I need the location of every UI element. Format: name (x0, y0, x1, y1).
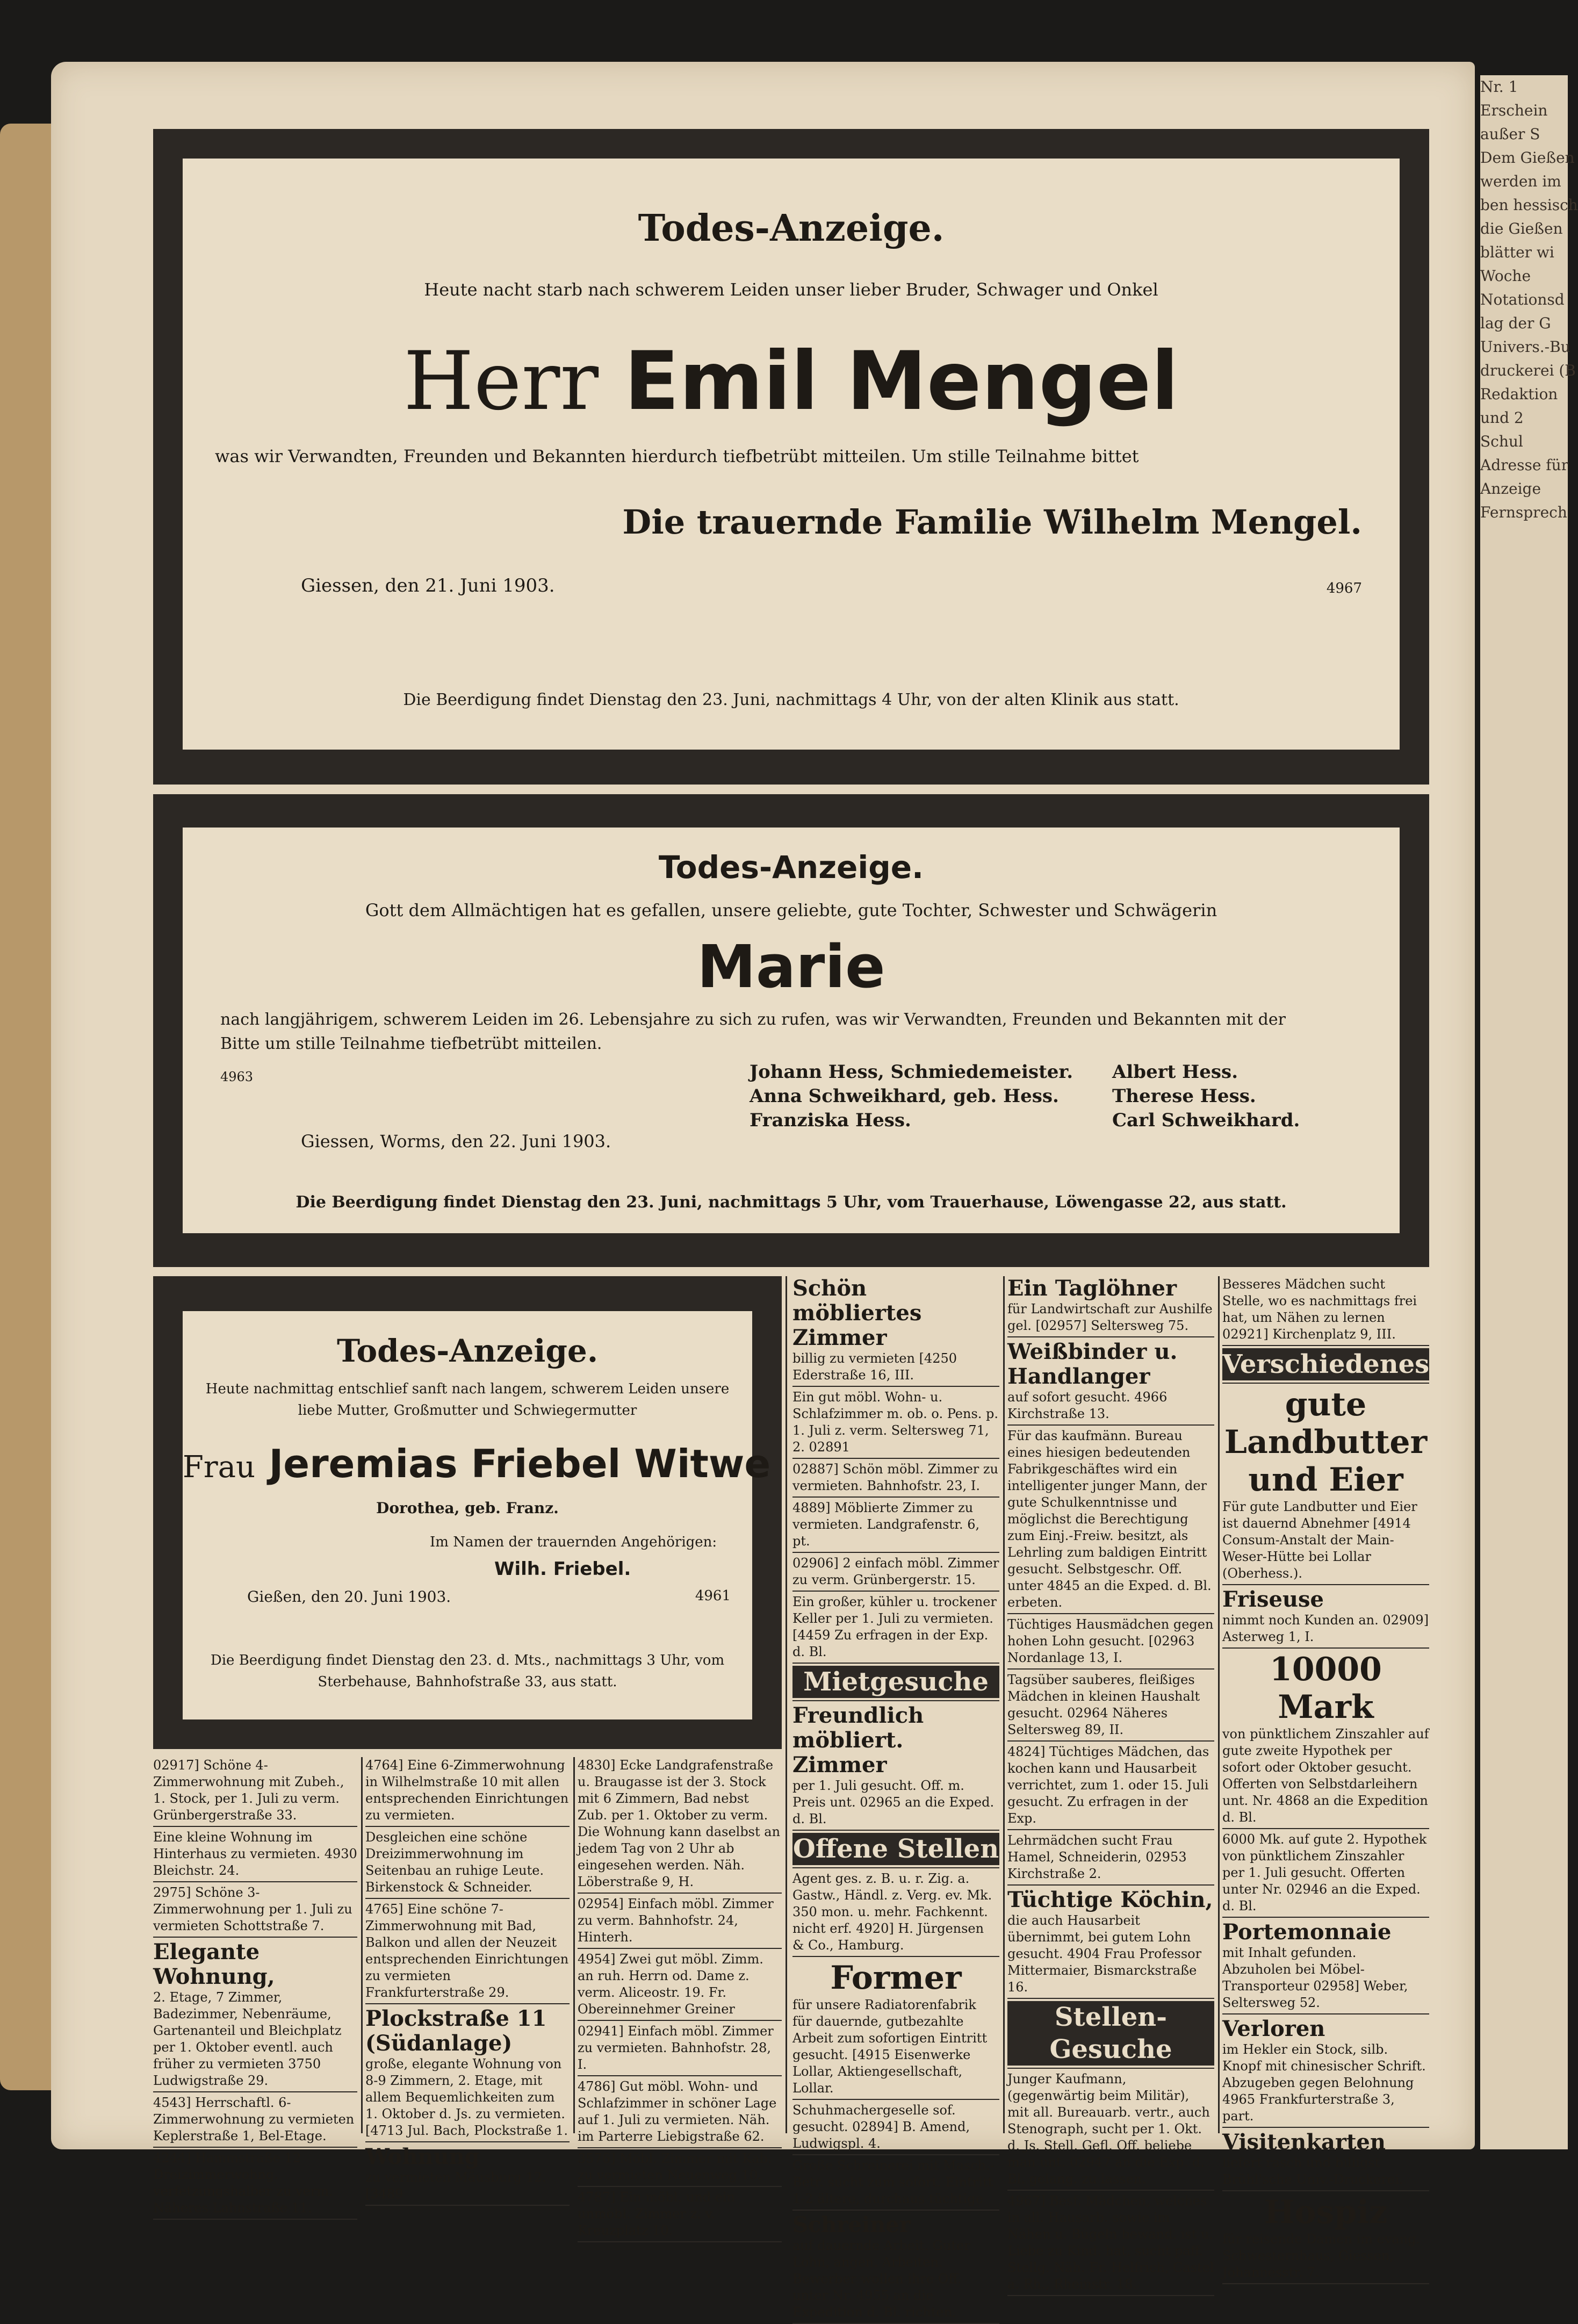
ad-text: 02917] Schöne 4-Zimmerwohnung mit Zubeh., 1. Stock, per 1. Juli zu verm. Grünbergerstraße 33. (153, 1758, 344, 1823)
classified-ad (1007, 1744, 1214, 1830)
ad-text: Schuhmachergeselle sof. gesucht. 02894] B. Amend, Ludwigspl. 4. (792, 2103, 970, 2151)
signer-right-2: Therese Hess. (1112, 1085, 1256, 1107)
signer-left-3: Franziska Hess. (750, 1110, 911, 1131)
ad-text: Besseres Mädchen sucht Stelle, wo es nachmittags frei hat, um Nähen zu lernen 02921] Kirchenplatz 9, III. (1222, 1277, 1417, 1342)
classified-ad (792, 1833, 999, 1868)
classified-column-d (792, 1276, 999, 2320)
classified-ad (1007, 1428, 1214, 1614)
classified-ad (153, 1940, 357, 2092)
classified-column-c (578, 1757, 782, 2238)
column-divider (1003, 1276, 1005, 2133)
ad-text: 4244] Hammstraße 12 Dreizimmerwohng. verfetzungshalber zu verm. Näheres Lahnstraße 11. (153, 2150, 333, 2215)
classified-ad (365, 1901, 570, 2004)
ad-text: 02906] 2 einfach möbl. Zimmer zu verm. Grünbergerstr. 15. (792, 1556, 999, 1587)
family-signature: Die trauernde Familie Wilhelm Mengel. (622, 502, 1362, 542)
classified-ad (578, 1757, 782, 1894)
next-page-text-fragment: werden im (1480, 172, 1561, 190)
classified-ad (153, 1829, 357, 1882)
classified-ad (792, 1703, 999, 1831)
obituary-title: Todes-Anzeige. (336, 1333, 599, 1369)
classified-ad (153, 2150, 357, 2220)
classified-ad (792, 1666, 999, 1701)
ad-display-headline: Former (830, 1959, 962, 1997)
classified-ad (1222, 1587, 1429, 1649)
classified-ad (1222, 2017, 1429, 2128)
next-page-text-fragment: lag der G (1480, 314, 1551, 332)
book-page-edge (0, 124, 59, 2090)
ad-text: Tüchtiges Hausmädchen gegen hohen Lohn gesucht. [02963 Nordanlage 13, I. (1007, 1617, 1214, 1665)
ad-text: auf sofort gesucht. 4966 Kirchstraße 13. (1007, 1390, 1168, 1421)
obituary-title: Todes-Anzeige. (658, 849, 924, 886)
ad-text: von pünktlichem Zinszahler auf gute zweite Hypothek per sofort oder Oktober gesucht. Offerten von Selbstdarleihern unt. Nr. 4868 an die Expedition d. Bl. (1222, 1726, 1429, 1825)
obituary-intro: Gott dem Allmächtigen hat es gefallen, unsere geliebte, gute Tochter, Schwester und Schwägerin (365, 900, 1217, 920)
classified-ad (1007, 1616, 1214, 1670)
classified-ad (792, 1500, 999, 1553)
ad-text: Lehrmädchen sucht Frau Hamel, Schneiderin, 02953 Kirchstraße 2. (1007, 1833, 1187, 1881)
name-main: Emil Mengel (624, 335, 1179, 428)
next-page-text-fragment: druckerei (B (1480, 362, 1576, 379)
next-page-text-fragment: Adresse für (1480, 456, 1569, 474)
ad-text: 4967] Besf. Mädchen, welches in all. Hausarb. sowie im Nähen u. Bügeln bewand. ist u. Liebe zu Kind. hat, sucht paff. Stellg. Näh. Fr. Helfrich, Castel a. Rh., Rheinstr. 18. (1007, 2193, 1214, 2292)
classified-ad (1222, 2130, 1429, 2191)
ad-headline: Tüchtige Köchin, (1007, 1887, 1213, 1912)
ad-text: 6000 Mk. auf gute 2. Hypothek von pünktlichem Zinszahler per 1. Juli gesucht. Offerten unter Nr. 02946 an die Exped. d. Bl. (1222, 1832, 1427, 1913)
classified-ad (1007, 2193, 1214, 2296)
ad-text: 02887] Schön möbl. Zimmer zu vermieten. Bahnhofstr. 23, I. (792, 1462, 998, 1493)
ad-text: Ein großer, kühler u. trockener Keller per 1. Juli zu vermieten. [4459 Zu erfragen in der Exp. d. Bl. (792, 1594, 997, 1659)
classified-ad (792, 1594, 999, 1664)
ad-text: 4764] Eine 6-Zimmerwohnung in Wilhelmstraße 10 mit allen entsprechenden Einrichtungen zu vermieten. (365, 1758, 569, 1823)
ad-text: Desgleichen eine schöne Dreizimmerwohnung im Seitenbau an ruhige Leute. Birkenstock & Schneider. (365, 1830, 544, 1895)
column-divider (573, 1757, 575, 2133)
classified-ad (365, 1757, 570, 1827)
ad-text: mit Inhalt gefunden. Abzuholen bei Möbel-Transporteur 02958] Weber, Seltersweg 52. (1222, 1945, 1408, 2010)
next-page-text-fragment: ben hessisch (1480, 196, 1578, 214)
deceased-name: Marie (697, 932, 885, 1001)
ad-text: 02941] Einfach möbl. Zimmer zu vermieten. Bahnhofstr. 28, I. (578, 2024, 774, 2072)
place-date: Gießen, den 20. Juni 1903. (247, 1588, 451, 1606)
classified-ad (1222, 2193, 1429, 2284)
classified-column-a (153, 1757, 357, 2215)
ad-text: große, elegante Wohnung von 8-9 Zimmern, 2. Etage, mit allem Bequemlichkeiten zum 1. Oktober d. Js. zu vermieten. [4713 Jul. Bach, Plockstraße 1. (365, 2056, 568, 2138)
next-page-fragment (1480, 75, 1578, 2149)
ad-headline: Portemonnaie (1222, 1919, 1392, 1945)
column-divider (361, 1757, 363, 2133)
classified-ad (153, 1884, 357, 1938)
classified-ad (792, 1389, 999, 1459)
ad-text: 4889] Möblierte Zimmer zu vermieten. Landgrafenstr. 6, pt. (792, 1500, 980, 1549)
signer-right-3: Carl Schweikhard. (1112, 1110, 1300, 1131)
classified-ad (1222, 1831, 1429, 1918)
section-banner: Offene Stellen (792, 1834, 999, 1864)
burial-info: Die Beerdigung findet Dienstag den 23. Juni, nachmittags 4 Uhr, von der alten Klinik aus statt. (403, 690, 1179, 709)
classified-ad (1007, 1340, 1214, 1426)
ad-text: 4830] Ecke Landgrafenstraße u. Braugasse ist der 3. Stock mit 6 Zimmern, Bad nebst Zub. per 1. Oktober zu verm. Die Wohnung kann daselbst an jedem Tag von 2 Uhr ab eingesehen werden. Näh. Löberstraße 9, H. (578, 1758, 781, 1889)
ad-text: Agent ges. z. B. u. r. Zig. a. Gastw., Händl. z. Verg. ev. Mk. 350 mon. u. mehr. Fachkennt. nicht erf. 4920] H. Jürgensen & Co., Hamburg. (792, 1871, 992, 1953)
ad-text: für unsere Radiatorenfabrik für dauernde, gutbezahlte Arbeit zum sofortigen Eintritt gesucht. [4915 Eisenwerke Lollar, Aktiengesellschaft, Lollar. (792, 1997, 988, 2096)
ad-text: Große Schreinerei mit Masch.-Betr. sucht zum sofort. Eintritt 1-2 ältere, durchaus tüchtige (792, 2158, 995, 2206)
classified-ad (792, 2213, 999, 2324)
ad-text: Tagsüber sauberes, fleißiges Mädchen in kleinen Haushalt gesucht. 02964 Näheres Seltersweg 89, II. (1007, 1672, 1200, 1737)
classified-column-e (1007, 1276, 1214, 2292)
ad-text: Junger Kaufmann, (gegenwärtig beim Militär), mit all. Bureauarb. vertr., auch Stenograph, sucht per 1. Okt. d. Js. Stell. Gefl. Off. beliebe man unt. 02947 an die Exp. d. Bl. gelang. zu lassen. (1007, 2071, 1210, 2186)
classified-ad (1007, 1672, 1214, 1742)
ad-number: 4963 (220, 1069, 254, 1084)
ad-text: für reisende Damen im evang. Schwesternhaus, Giessen, Johannesstr. 7. (1222, 2232, 1421, 2280)
column-divider (786, 1276, 787, 2133)
classified-ad (792, 1870, 999, 1957)
classified-ad (1222, 1276, 1429, 1346)
classified-ad (1222, 1920, 1429, 2014)
classified-ad (1222, 1651, 1429, 1829)
name-prefix: Herr (403, 335, 599, 428)
ad-headline: Verloren (1222, 2016, 1325, 2041)
burial-info-1: Die Beerdigung findet Dienstag den 23. d. Mts., nachmittags 3 Uhr, vom (210, 1652, 725, 1668)
classified-ad (578, 1896, 782, 1949)
ad-text: liefert rasch und billigst Brühl'sche Univ.-Druckerei. (1222, 2155, 1403, 2187)
ad-text: Ein gut möbl. Wohn- u. Schlafzimmer m. ob. o. Pens. p. 1. Juli z. verm. Seltersweg 71, 2. 02891 (792, 1390, 999, 1455)
classified-ad (578, 2023, 782, 2076)
ad-headline: Freundlich möbliert. Zimmer (792, 1703, 924, 1778)
classified-ad (578, 2078, 782, 2148)
obituary-marie (183, 828, 1400, 1233)
classified-ad (792, 1959, 999, 2100)
ad-text: zu vermieten Mäusburg 12. [3489 (365, 2170, 546, 2201)
obituary-text: was wir Verwandten, Freunden und Bekannten hierdurch tiefbetrübt mitteilen. Um stille Teilnahme bittet (215, 446, 1139, 466)
classified-ad (365, 2006, 570, 2142)
classified-ad (792, 2102, 999, 2155)
ad-headline: Ein Taglöhner (1007, 1276, 1177, 1301)
ad-headline: Schön möbliertes Zimmer (792, 1276, 922, 1350)
ad-text: nimmt noch Kunden an. 02909] Asterweg 1, I. (1222, 1613, 1429, 1644)
next-page-text-fragment: Univers.-Bu (1480, 338, 1570, 356)
ad-headline: Elegante Wohnung, (153, 1939, 275, 1989)
next-page-text-fragment: außer S (1480, 125, 1540, 143)
classified-column-f (1222, 1276, 1430, 2280)
ad-text: Für gute Landbutter und Eier ist dauernd Abnehmer [4914 Consum-Anstalt der Main-Weser-Hütte bei Lollar (Oberhess.). (1222, 1499, 1417, 1581)
obituary-mengel (183, 159, 1400, 750)
ad-text: für Landwirtschaft zur Aushilfe gel. [02957] Seltersweg 75. (1007, 1301, 1213, 1333)
ad-text: per 1. Juli gesucht. Off. m. Preis unt. 02965 an die Exped. d. Bl. (792, 1778, 995, 1826)
deceased-name (183, 1437, 771, 1487)
maiden-name: Dorothea, geb. Franz. (376, 1499, 559, 1517)
ad-number: 4961 (695, 1588, 731, 1604)
section-banner: Verschiedenes (1222, 1349, 1430, 1379)
next-page-text-fragment: Nr. 1 (1480, 78, 1518, 96)
ad-text: 3576] Möbl. Zimmer mit Kab. zu vermieten Neuenweg 10. (578, 2151, 772, 2183)
next-page-text-fragment: Notationsd (1480, 291, 1565, 308)
name-prefix: Frau (183, 1450, 256, 1485)
section-banner: Stellen-Gesuche (1007, 2001, 1214, 2066)
classified-ad (1007, 2001, 1214, 2069)
classified-column-b (365, 1757, 570, 2201)
ad-text: 4765] Eine schöne 7-Zimmerwohnung mit Bad, Balkon und allen der Neuzeit entsprechenden Einrichtungen zu vermieten Frankfurterstraße 29. (365, 1902, 569, 2000)
ad-text: Für das kaufmänn. Bureau eines hiesigen bedeutenden Fabrikgeschäftes wird ein intelligenter junger Mann, der gute Schulkenntnisse und möglichst die Berechtigung zum Einj.-Freiw. besitzt, als Lehrling zum baldigen Eintritt gesucht. Selbstgeschr. Off. unter 4845 an die Exped. d. Bl. erbeten. (1007, 1428, 1212, 1610)
ad-headline: Wohnung (365, 2144, 480, 2169)
next-page-text-fragment: die Gießen (1480, 220, 1563, 238)
ad-text: 4954] Zwei gut möbl. Zimm. an ruh. Herrn od. Dame z. verm. Aliceostr. 19. Fr. Obereinnehmer Greiner (578, 1952, 763, 2017)
place-date: Giessen, Worms, den 22. Juni 1903. (301, 1131, 611, 1152)
obituary-intro: Heute nacht starb nach schwerem Leiden unser lieber Bruder, Schwager und Onkel (424, 279, 1158, 300)
next-page-text-fragment: Schul (1480, 433, 1523, 450)
ad-display-headline: Hospiz (1264, 2193, 1388, 2231)
ad-number: 4967 (1326, 580, 1362, 596)
ad-text: Eine kleine Wohnung im Hinterhaus zu vermieten. 4930 Bleichstr. 24. (153, 1830, 357, 1878)
obituary-text-line1: nach langjährigem, schwerem Leiden im 26. Lebensjahre zu sich zu rufen, was wir Verwandten, Freunden und Bekannten mit der (220, 1010, 1286, 1029)
ad-text: 4786] Gut möbl. Wohn- und Schlafzimmer in schöner Lage auf 1. Juli zu vermieten. Näh. im Parterre Liebigstraße 62. (578, 2079, 777, 2144)
ad-text: die auch Hausarbeit übernimmt, bei gutem Lohn gesucht. 4904 Frau Professor Mittermaier, Bismarckstraße 16. (1007, 1913, 1202, 1995)
classified-ad (578, 2189, 782, 2242)
ad-text: 02954] Einfach möbl. Zimmer zu verm. Bahnhofstr. 24, Hinterh. (578, 1896, 774, 1945)
ad-headline: Schreiner (792, 2212, 911, 2237)
classified-ad (1007, 1888, 1214, 1999)
classified-ad (1007, 2071, 1214, 2191)
next-page-text-fragment: Anzeige (1480, 480, 1541, 498)
classified-ad (792, 1555, 999, 1592)
ad-text: auf dauernde Arbeit. Guter Lohn, angen. Arbeiten. Bewerber wollen ihre Off. unter Nr. 4955 an die Expedition d. Bl. richten. (792, 2238, 970, 2320)
classified-ad (578, 1951, 782, 2021)
burial-info-2: Sterbehause, Bahnhofstraße 33, aus statt. (318, 1674, 617, 1690)
column-divider (1218, 1276, 1220, 2133)
deceased-name (183, 335, 1400, 428)
next-page-text-fragment: Redaktion (1480, 385, 1558, 403)
classified-ad (365, 2145, 570, 2206)
ad-headline: Weißbinder u. Handlanger (1007, 1339, 1178, 1389)
classified-ad (792, 1461, 999, 1498)
signer-left-1: Johann Hess, Schmiedemeister. (750, 1061, 1073, 1083)
next-page-text-fragment: Erschein (1480, 102, 1548, 119)
classified-ad (365, 1829, 570, 1899)
ad-text: 2. Etage, 7 Zimmer, Badezimmer, Nebenräume, Gartenanteil und Bleichplatz per 1. Oktober eventl. auch früher zu vermieten 3750 Ludwigstraße 29. (153, 1990, 342, 2088)
classified-ad (153, 1757, 357, 1827)
ad-headline: Visitenkarten (1222, 2129, 1386, 2155)
on-behalf: Im Namen der trauernden Angehörigen: (430, 1534, 717, 1550)
ad-text: im Hekler ein Stock, silb. Knopf mit chinesischer Schrift. Abzugeben gegen Belohnung 4965 Frankfurterstraße 3, part. (1222, 2042, 1426, 2124)
obituary-text-line2: Bitte um stille Teilnahme tiefbetrübt mitteilen. (220, 1034, 602, 1053)
signer-right-1: Albert Hess. (1112, 1061, 1238, 1083)
ad-display-headline: 10000 Mark (1270, 1651, 1382, 1726)
ad-display-headline: gute Landbutter und Eier (1224, 1386, 1428, 1499)
ad-headline: Friseuse (1222, 1587, 1324, 1612)
obituary-intro-1: Heute nachmittag entschlief sanft nach langem, schwerem Leiden unsere (205, 1381, 730, 1397)
next-page-text-fragment: Fernsprech (1480, 503, 1567, 521)
section-banner: Mietgesuche (792, 1666, 999, 1698)
signer: Wilh. Friebel. (494, 1558, 631, 1580)
classified-ad (153, 2095, 357, 2148)
signer-left-2: Anna Schweikhard, geb. Hess. (750, 1085, 1059, 1107)
classified-ad (1007, 1832, 1214, 1886)
classified-ad (1222, 1348, 1429, 1384)
next-page-text-fragment: Woche (1480, 267, 1531, 285)
classified-ad (578, 2150, 782, 2187)
name-main: Jeremias Friebel Witwe (269, 1441, 771, 1486)
obituary-title: Todes-Anzeige. (638, 207, 945, 250)
obituary-intro-2: liebe Mutter, Großmutter und Schwiegermutter (298, 1402, 637, 1419)
ad-text: 4543] Herrschaftl. 6-Zimmerwohnung zu vermieten Keplerstraße 1, Bel-Etage. (153, 2095, 355, 2143)
ad-text: 2975] Schöne 3-Zimmerwohnung per 1. Juli zu vermieten Schottstraße 7. (153, 1885, 352, 1933)
obituary-friebel (183, 1311, 771, 1719)
next-page-text-fragment: und 2 (1480, 409, 1524, 427)
classified-ad (792, 2157, 999, 2211)
place-date: Giessen, den 21. Juni 1903. (301, 575, 555, 596)
classified-ad (1007, 1276, 1214, 1337)
next-page-text-fragment: blätter wi (1480, 243, 1554, 261)
next-page-text-fragment: Dem Gießen (1480, 149, 1575, 167)
ad-headline: Plockstraße 11 (Südanlage) (365, 2006, 547, 2056)
classified-ad (1222, 1386, 1429, 1585)
ad-text: billig zu vermieten [4250 Ederstraße 16, III. (792, 1351, 957, 1383)
classified-ad (792, 1276, 999, 1387)
ad-text: 4824] Tüchtiges Mädchen, das kochen kann und Hausarbeit verrichtet, zum 1. oder 15. Juli gesucht. Zu erfragen in der Exp. (1007, 1744, 1209, 1826)
burial-info: Die Beerdigung findet Dienstag den 23. Juni, nachmittags 5 Uhr, vom Trauerhause, Löwengasse 22, aus statt. (296, 1193, 1287, 1212)
ad-text: 4787] Ein möbl. und ein unmöbl. Zimmer z. v. Kreuzplatz 10. (578, 2190, 736, 2238)
